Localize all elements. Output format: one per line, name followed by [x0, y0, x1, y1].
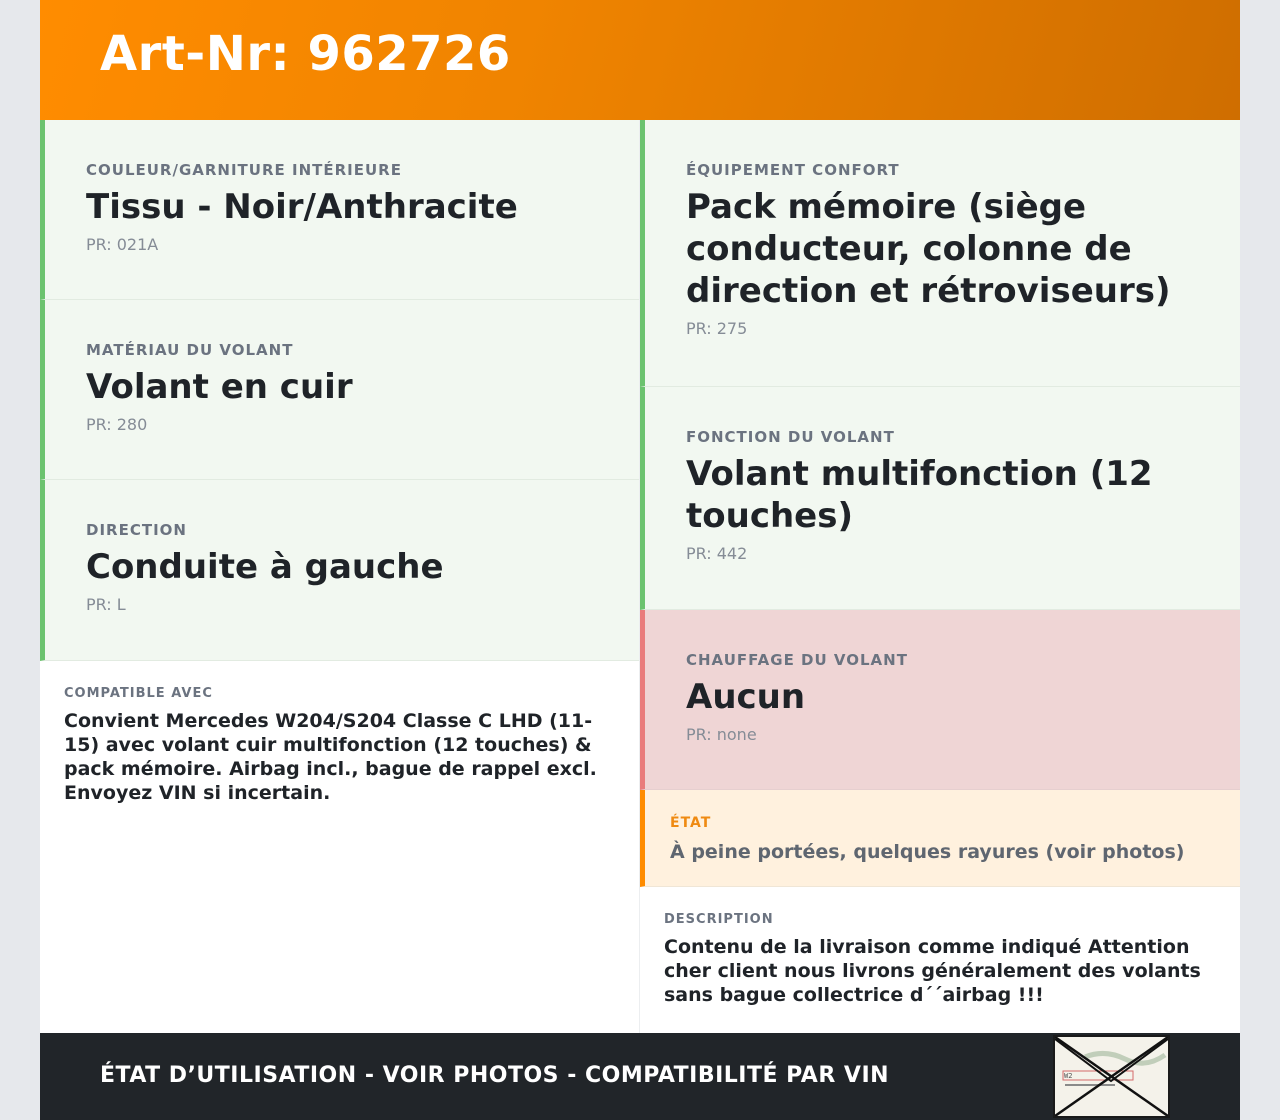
article-number-title: Art-Nr: 962726 — [100, 26, 511, 82]
spec-value: Tissu - Noir/Anthracite — [86, 187, 518, 227]
spec-steering-heating — [640, 610, 1240, 790]
spec-direction — [40, 480, 639, 661]
spec-comfort-equipment — [640, 120, 1240, 387]
description-section — [640, 887, 1240, 1007]
compatible-section — [40, 661, 639, 805]
description-label: DESCRIPTION — [664, 912, 774, 927]
spec-label: MATÉRIAU DU VOLANT — [86, 341, 294, 359]
compatible-label: COMPATIBLE AVEC — [64, 686, 213, 701]
spec-steering-function — [640, 387, 1240, 610]
description-text: Contenu de la livraison comme indiqué Attention cher client nous livrons généralement des volants sans bague collectrice d´´airbag !!! — [664, 936, 1201, 1006]
spec-pr-code: PR: 275 — [686, 319, 748, 338]
footer-text: ÉTAT D’UTILISATION - VOIR PHOTOS - COMPATIBILITÉ PAR VIN — [100, 1063, 890, 1088]
spec-value: Volant multifonction (12 touches) — [686, 454, 1153, 536]
envelope-icon — [1055, 1037, 1168, 1116]
condition-label: ÉTAT — [670, 815, 712, 831]
spec-value: Volant en cuir — [86, 367, 353, 407]
compatible-text: Convient Mercedes W204/S204 Classe C LHD (11-15) avec volant cuir multifonction (12 touches) & pack mémoire. Airbag incl., bague de rappel excl. Envoyez VIN si incertain. — [64, 710, 597, 804]
right-column — [640, 120, 1240, 1033]
spec-pr-code: PR: 442 — [686, 544, 748, 563]
spec-pr-code: PR: none — [686, 725, 757, 744]
product-sheet — [40, 0, 1240, 1120]
spec-pr-code: PR: 280 — [86, 415, 148, 434]
label-photo-thumbnail[interactable] — [1053, 1035, 1170, 1118]
condition-text: À peine portées, quelques rayures (voir photos) — [670, 841, 1185, 863]
header-banner — [40, 0, 1240, 120]
spec-label: COULEUR/GARNITURE INTÉRIEURE — [86, 161, 402, 179]
spec-value: Conduite à gauche — [86, 547, 444, 587]
spec-pr-code: PR: 021A — [86, 235, 159, 254]
spec-interior-color — [40, 120, 639, 300]
spec-label: ÉQUIPEMENT CONFORT — [686, 161, 900, 179]
spec-value: Aucun — [686, 677, 806, 717]
spec-label: DIRECTION — [86, 521, 187, 539]
spec-label: FONCTION DU VOLANT — [686, 428, 895, 446]
spec-value: Pack mémoire (siège conducteur, colonne de direction et rétroviseurs) — [686, 187, 1171, 311]
spec-steering-material — [40, 300, 639, 480]
condition-section — [640, 790, 1240, 887]
thumbnail-label-text: W2 — [1064, 1072, 1073, 1080]
left-column — [40, 120, 640, 1033]
spec-pr-code: PR: L — [86, 595, 126, 614]
spec-label: CHAUFFAGE DU VOLANT — [686, 651, 908, 669]
